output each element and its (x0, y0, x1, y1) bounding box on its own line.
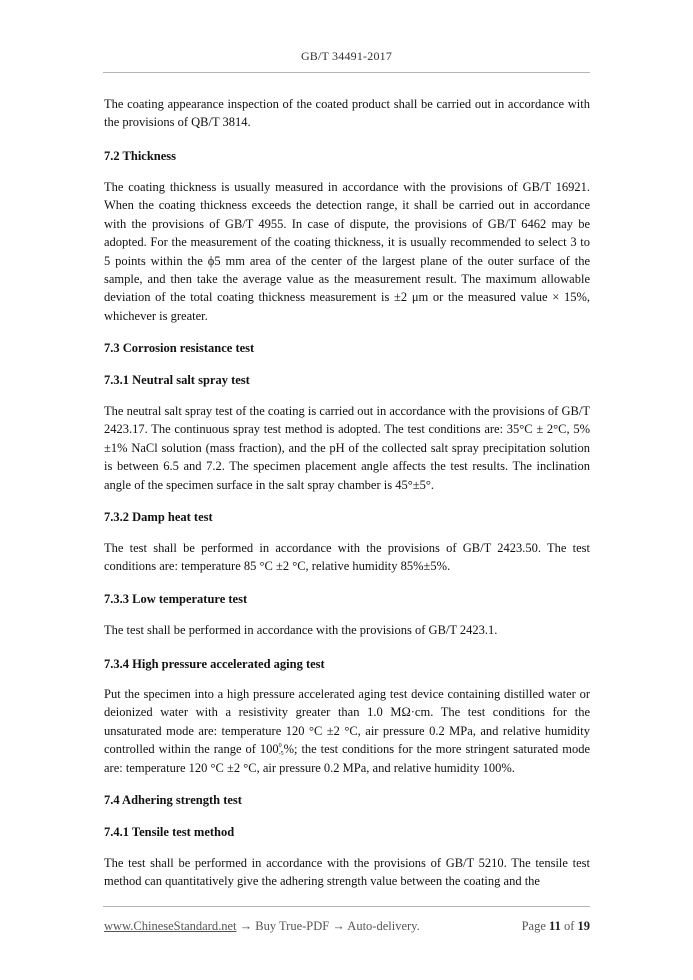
aging-test-paragraph (104, 685, 590, 777)
section-heading-7-2: 7.2 Thickness (104, 149, 177, 163)
site-link[interactable]: www.ChineseStandard.net (104, 919, 237, 933)
promo-text: → Buy True-PDF → Auto-delivery. (236, 919, 420, 933)
aging-text-part-1: Put the specimen into a high pressure accelerated aging test device containing distilled water or deionized water with a resistivity greater than 1.0 MΩ·cm. The test conditions for the unsaturated mode are: temperature 120 °C ±2 °C, air pressure 0.2 MPa, and relative humidity controlled within the range of 100 (104, 687, 590, 757)
humidity-upper-tolerance: 0 (278, 743, 282, 750)
section-heading-7-3-4: 7.3.4 High pressure accelerated aging test (104, 657, 325, 671)
low-temperature-paragraph: The test shall be performed in accordance with the provisions of GB/T 2423.1. (104, 623, 498, 637)
header-rule (103, 72, 590, 73)
page-footer (104, 919, 590, 934)
section-heading-7-4-1: 7.4.1 Tensile test method (104, 825, 235, 839)
page-number: 11 (549, 919, 561, 933)
total-pages: 19 (577, 919, 590, 933)
page-header: GB/T 34491-2017 (300, 49, 393, 63)
footer-rule (103, 906, 590, 907)
aging-text-part-2: %; the test conditions for the more stringent saturated mode are: temperature 120 °C ±2 °C, air pressure 0.2 MPa, and relative humidity 100%. (104, 742, 590, 775)
of-word: of (560, 919, 578, 933)
salt-spray-paragraph: The neutral salt spray test of the coating is carried out in accordance with the provisions of GB/T 2423.17. The continuous spray test method is adopted. The test conditions are: 35°C ± 2°C, 5%±1% NaCl solution (mass fraction), and the pH of the collected salt spray precipitation solution is between 6.5 and 7.2. The specimen placement angle affects the test results. The inclination angle of the specimen surface in the salt spray chamber is 45°±5°. (104, 404, 590, 492)
section-heading-7-3-1: 7.3.1 Neutral salt spray test (104, 373, 250, 387)
thickness-paragraph: The coating thickness is usually measured in accordance with the provisions of GB/T 16921. When the coating thickness exceeds the detection range, it shall be carried out in accordance with the provisions of GB/T 4955. In case of dispute, the provisions of GB/T 6462 may be adopted. For the measurement of the coating thickness, it is usually recommended to select 3 to 5 points within the ϕ5 mm area of the center of the largest plane of the outer surface of the sample, and then take the average value as the measurement result. The maximum allowable deviation of the total coating thickness measurement is ±2 μm or the measured value × 15%, whichever is greater. (104, 180, 590, 323)
page-word: Page (521, 919, 550, 933)
humidity-lower-tolerance: -5 (278, 751, 284, 758)
page-counter (522, 919, 590, 934)
tensile-paragraph: The test shall be performed in accordance with the provisions of GB/T 5210. The tensile test method can quantitatively give the adhering strength value between the coating and the (104, 856, 590, 889)
section-heading-7-3: 7.3 Corrosion resistance test (104, 341, 255, 355)
section-heading-7-3-2: 7.3.2 Damp heat test (104, 510, 213, 524)
section-heading-7-3-3: 7.3.3 Low temperature test (104, 592, 248, 606)
section-heading-7-4: 7.4 Adhering strength test (104, 793, 242, 807)
intro-paragraph: The coating appearance inspection of the coated product shall be carried out in accordance with the provisions of QB/T 3814. (104, 97, 590, 130)
damp-heat-paragraph: The test shall be performed in accordance with the provisions of GB/T 2423.50. The test conditions are: temperature 85 °C ±2 °C, relative humidity 85%±5%. (104, 541, 590, 574)
